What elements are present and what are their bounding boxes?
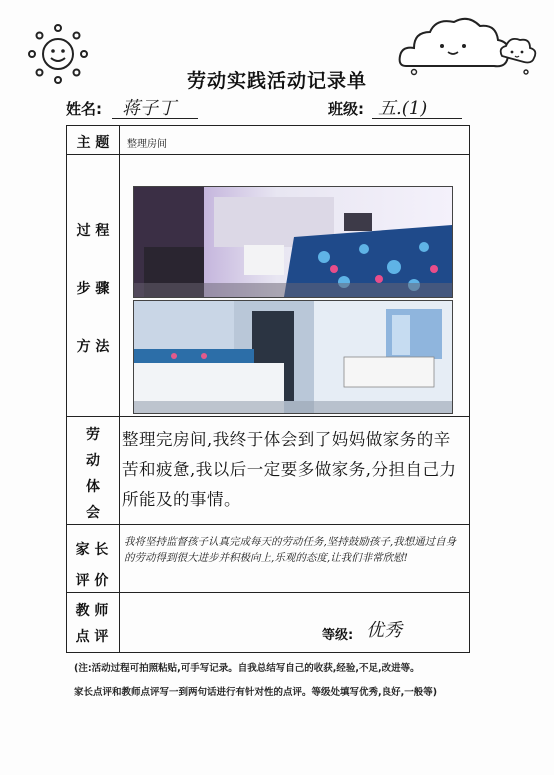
footnote-line: (注:活动过程可拍照粘贴,可手写记录。自我总结写自己的收获,经验,不足,改进等。: [74, 663, 420, 674]
reflection-label-char: 会: [86, 505, 100, 521]
name-label: 姓名:: [66, 100, 102, 118]
reflection-text: 整理完房间,我终于体会到了妈妈做家务的辛苦和疲惫,我以后一定要多做家务,分担自己力所能及的事情。: [122, 430, 457, 509]
reflection-label-char: 体: [86, 479, 100, 495]
process-label-line: 方 法: [76, 339, 110, 355]
parent-label-line: 家 长: [75, 542, 109, 558]
process-label-line: 步 骤: [76, 281, 110, 297]
name-value: 蒋子丁: [122, 98, 176, 119]
row-divider: [67, 524, 469, 525]
row-divider: [67, 592, 469, 593]
parent-label-line: 评 价: [75, 573, 109, 589]
teacher-label-line: 点 评: [75, 629, 109, 645]
grade-value: 优秀: [366, 620, 402, 641]
grade-label: 等级:: [322, 628, 354, 643]
column-divider: [119, 126, 120, 652]
process-label-line: 过 程: [76, 223, 110, 239]
class-value: 五.(1): [378, 98, 428, 119]
photo-tidy-room: [133, 300, 453, 414]
photo-messy-room: [133, 186, 453, 298]
row-divider: [67, 154, 469, 155]
row-divider: [67, 416, 469, 417]
record-table: [66, 125, 470, 653]
topic-value: 整理房间: [127, 139, 167, 150]
class-label: 班级:: [328, 100, 364, 118]
reflection-label-char: 动: [86, 453, 100, 469]
teacher-label-line: 教 师: [75, 603, 109, 619]
parent-evaluation-text: 我将坚持监督孩子认真完成每天的劳动任务,坚持鼓励孩子,我想通过自身的劳动得到很大进步并积极向上,乐观的态度,让我们非常欣慰!: [124, 536, 457, 564]
topic-label: 主 题: [76, 135, 110, 151]
footnote-line: 家长点评和教师点评写一到两句话进行有针对性的点评。等级处填写优秀,良好,一般等): [74, 687, 438, 698]
page-title: 劳动实践活动记录单: [186, 70, 367, 92]
reflection-label-char: 劳: [86, 427, 100, 443]
